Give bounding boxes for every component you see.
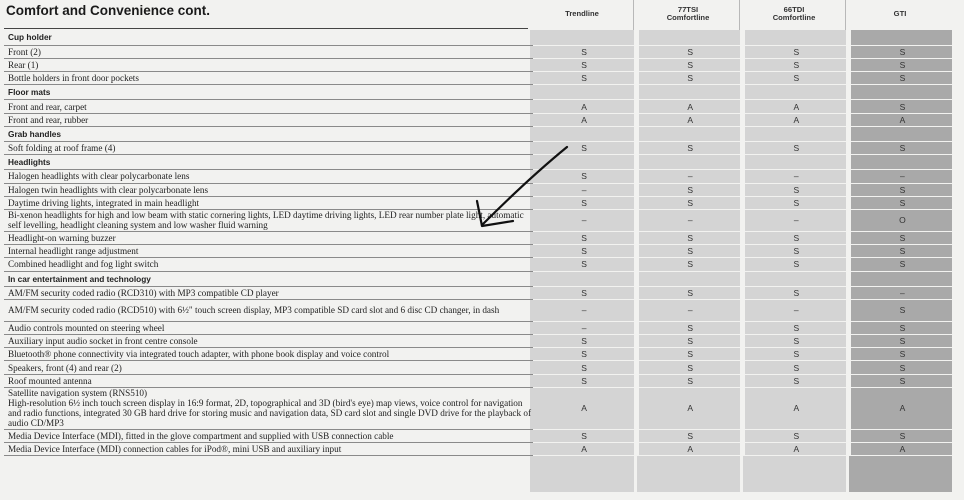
table-row — [4, 374, 954, 387]
value-cell: S — [639, 258, 742, 271]
value-cell: S — [639, 58, 742, 71]
value-cell: S — [851, 231, 954, 244]
section-header-row — [4, 126, 954, 141]
table-row — [4, 100, 954, 113]
value-cell: S — [745, 335, 848, 348]
value-cell: – — [639, 170, 742, 183]
value-cell: A — [745, 113, 848, 126]
value-cell: A — [745, 387, 848, 429]
value-cell: S — [533, 58, 636, 71]
value-cell-empty — [851, 271, 954, 286]
value-cell: S — [851, 374, 954, 387]
value-cell: S — [745, 231, 848, 244]
value-cell: S — [851, 58, 954, 71]
column-header-77tsi — [636, 2, 740, 26]
column-header-trendline — [530, 2, 634, 26]
value-cell: – — [533, 209, 636, 231]
value-cell: – — [533, 299, 636, 321]
value-cell: – — [851, 170, 954, 183]
value-cell: A — [533, 100, 636, 113]
table-row — [4, 142, 954, 155]
feature-label: Front and rear, rubber — [4, 113, 533, 126]
value-cell-empty — [639, 30, 742, 45]
value-cell-empty — [851, 85, 954, 100]
value-cell: S — [851, 142, 954, 155]
value-cell: A — [533, 387, 636, 429]
value-cell: S — [745, 374, 848, 387]
value-cell: S — [745, 429, 848, 442]
value-cell: S — [745, 361, 848, 374]
value-cell: S — [533, 142, 636, 155]
table-row — [4, 321, 954, 334]
column-header-line1: 77TSI — [677, 5, 699, 14]
value-cell: S — [745, 286, 848, 299]
table-row — [4, 170, 954, 183]
column-header-line2: Comfortline — [772, 13, 816, 22]
value-cell: S — [639, 72, 742, 85]
feature-label: Halogen headlights with clear polycarbonate lens — [4, 170, 533, 183]
value-cell-empty — [745, 85, 848, 100]
value-cell: S — [639, 142, 742, 155]
value-cell: S — [533, 196, 636, 209]
value-cell: S — [533, 170, 636, 183]
value-cell: – — [745, 209, 848, 231]
section-title: Headlights — [4, 155, 533, 170]
value-cell: A — [639, 387, 742, 429]
value-cell: S — [745, 196, 848, 209]
value-cell: S — [851, 361, 954, 374]
value-cell: S — [639, 321, 742, 334]
feature-label: AM/FM security coded radio (RCD510) with 6½" touch screen display, MP3 compatible SD card slot and 6 disc CD changer, in dash — [4, 299, 533, 321]
value-cell: A — [639, 113, 742, 126]
value-cell-empty — [639, 271, 742, 286]
feature-label: Media Device Interface (MDI), fitted in the glove compartment and supplied with USB connection cable — [4, 429, 533, 442]
value-cell-empty — [745, 30, 848, 45]
value-cell: S — [851, 45, 954, 58]
value-cell: A — [851, 387, 954, 429]
column-header-66tdi — [742, 2, 846, 26]
column-header-line2: Comfortline — [666, 13, 710, 22]
value-cell-empty — [533, 271, 636, 286]
value-cell-empty — [851, 155, 954, 170]
table-row — [4, 299, 954, 321]
value-cell: – — [639, 209, 742, 231]
table-row — [4, 45, 954, 58]
section-title: Floor mats — [4, 85, 533, 100]
value-cell-empty — [533, 155, 636, 170]
value-cell: S — [745, 183, 848, 196]
value-cell-empty — [745, 126, 848, 141]
feature-label: AM/FM security coded radio (RCD310) with MP3 compatible CD player — [4, 286, 533, 299]
value-cell: S — [533, 429, 636, 442]
value-cell: – — [851, 286, 954, 299]
value-cell-empty — [745, 155, 848, 170]
value-cell: S — [533, 245, 636, 258]
section-title: Grab handles — [4, 126, 533, 141]
feature-label: Bi-xenon headlights for high and low beam with static cornering lights, LED daytime driving lights, LED rear number plate light, automatic self levelling, headlight cleaning system and low washer fluid warning — [4, 209, 533, 231]
feature-label: Rear (1) — [4, 58, 533, 71]
value-cell-empty — [851, 30, 954, 45]
value-cell: S — [745, 348, 848, 361]
value-cell: – — [533, 183, 636, 196]
value-cell: S — [851, 183, 954, 196]
value-cell: A — [745, 443, 848, 456]
table-row — [4, 361, 954, 374]
header-divider — [739, 0, 740, 30]
page-header — [0, 0, 964, 27]
table-row — [4, 387, 954, 429]
value-cell: A — [851, 443, 954, 456]
section-header-row — [4, 155, 954, 170]
feature-label: Speakers, front (4) and rear (2) — [4, 361, 533, 374]
feature-label: Audio controls mounted on steering wheel — [4, 321, 533, 334]
column-header-line2: GTI — [893, 9, 907, 18]
value-cell-empty — [533, 126, 636, 141]
value-cell: S — [745, 321, 848, 334]
value-cell: S — [639, 286, 742, 299]
section-title: In car entertainment and technology — [4, 271, 533, 286]
value-cell: S — [639, 183, 742, 196]
table-row — [4, 348, 954, 361]
value-cell: S — [533, 348, 636, 361]
feature-label: Bottle holders in front door pockets — [4, 72, 533, 85]
section-header-row — [4, 271, 954, 286]
value-cell-empty — [533, 30, 636, 45]
value-cell: S — [533, 361, 636, 374]
feature-label: Internal headlight range adjustment — [4, 245, 533, 258]
table-row — [4, 286, 954, 299]
value-cell: S — [851, 72, 954, 85]
value-cell: S — [533, 335, 636, 348]
value-cell: S — [851, 100, 954, 113]
value-cell: S — [533, 72, 636, 85]
value-cell: S — [639, 245, 742, 258]
feature-label: Front and rear, carpet — [4, 100, 533, 113]
section-title: Cup holder — [4, 30, 533, 45]
header-divider — [633, 0, 634, 30]
value-cell: – — [745, 170, 848, 183]
feature-label: Satellite navigation system (RNS510) High-resolution 6½ inch touch screen display in 16:9 format, 2D, topographical and 3D (bird's eye) map views, voice control for navigation and radio functions, integrated 30 GB hard drive for storing music and navigation data, SD card slot and single DVD drive for the playback of audio CD/MP3 — [4, 387, 533, 429]
value-cell: S — [851, 258, 954, 271]
table-row — [4, 245, 954, 258]
value-cell: S — [745, 258, 848, 271]
value-cell-empty — [639, 85, 742, 100]
table-row — [4, 183, 954, 196]
value-cell: S — [639, 335, 742, 348]
value-cell: S — [851, 335, 954, 348]
value-cell: S — [745, 58, 848, 71]
value-cell: S — [851, 429, 954, 442]
table-row — [4, 258, 954, 271]
column-header-line2: Trendline — [565, 9, 599, 18]
value-cell: S — [533, 374, 636, 387]
value-cell: S — [639, 348, 742, 361]
table-row — [4, 58, 954, 71]
table-row — [4, 209, 954, 231]
feature-label: Front (2) — [4, 45, 533, 58]
spec-table — [4, 30, 954, 456]
value-cell: S — [639, 231, 742, 244]
table-row — [4, 429, 954, 442]
value-cell: O — [851, 209, 954, 231]
value-cell-empty — [639, 126, 742, 141]
table-row — [4, 196, 954, 209]
feature-label: Media Device Interface (MDI) connection cables for iPod®, mini USB and auxiliary input — [4, 443, 533, 456]
section-header-row — [4, 85, 954, 100]
value-cell: S — [639, 196, 742, 209]
value-cell: – — [639, 299, 742, 321]
value-cell: A — [533, 443, 636, 456]
column-header-line1: 66TDI — [783, 5, 805, 14]
value-cell: S — [851, 348, 954, 361]
value-cell: S — [639, 429, 742, 442]
table-row — [4, 335, 954, 348]
feature-label: Headlight-on warning buzzer — [4, 231, 533, 244]
value-cell: A — [639, 443, 742, 456]
value-cell: S — [745, 45, 848, 58]
feature-label: Daytime driving lights, integrated in main headlight — [4, 196, 533, 209]
header-divider — [845, 0, 846, 30]
value-cell: A — [851, 113, 954, 126]
value-cell: A — [639, 100, 742, 113]
value-cell: A — [533, 113, 636, 126]
table-row — [4, 72, 954, 85]
value-cell: S — [639, 374, 742, 387]
value-cell: S — [851, 321, 954, 334]
feature-label: Roof mounted antenna — [4, 374, 533, 387]
feature-label: Combined headlight and fog light switch — [4, 258, 533, 271]
value-cell: S — [851, 299, 954, 321]
page-title: Comfort and Convenience cont. — [6, 3, 211, 18]
value-cell: A — [745, 100, 848, 113]
feature-label: Auxiliary input audio socket in front centre console — [4, 335, 533, 348]
value-cell-empty — [533, 85, 636, 100]
value-cell: S — [533, 286, 636, 299]
value-cell: S — [533, 231, 636, 244]
value-cell: – — [745, 299, 848, 321]
value-cell: S — [851, 196, 954, 209]
spec-table-body — [4, 30, 954, 456]
feature-label: Halogen twin headlights with clear polycarbonate lens — [4, 183, 533, 196]
value-cell: S — [639, 45, 742, 58]
value-cell: – — [533, 321, 636, 334]
value-cell: S — [533, 45, 636, 58]
feature-label: Soft folding at roof frame (4) — [4, 142, 533, 155]
column-header-gti — [848, 2, 952, 26]
value-cell: S — [745, 72, 848, 85]
value-cell: S — [851, 245, 954, 258]
value-cell: S — [745, 142, 848, 155]
value-cell-empty — [639, 155, 742, 170]
header-rule — [4, 28, 528, 29]
value-cell-empty — [851, 126, 954, 141]
feature-label: Bluetooth® phone connectivity via integrated touch adapter, with phone book display and voice control — [4, 348, 533, 361]
value-cell-empty — [745, 271, 848, 286]
table-row — [4, 231, 954, 244]
value-cell: S — [639, 361, 742, 374]
table-row — [4, 113, 954, 126]
section-header-row — [4, 30, 954, 45]
value-cell: S — [745, 245, 848, 258]
table-row — [4, 443, 954, 456]
value-cell: S — [533, 258, 636, 271]
